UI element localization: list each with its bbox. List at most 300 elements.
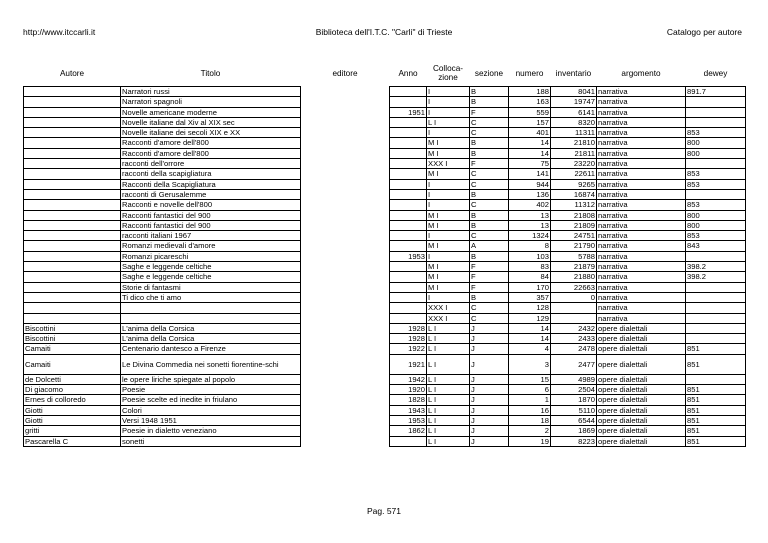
cell-editore [301,282,390,292]
table-row [24,210,746,220]
cell-editore [301,374,390,384]
cell-autore: Camaiti [24,354,121,374]
cell-numero: 83 [509,262,551,272]
cell-inventario: 21809 [551,220,597,230]
cell-anno [390,169,427,179]
cell-anno: 1922 [390,344,427,354]
library-name: Biblioteca dell'I.T.C. "Carli" di Trieste [315,27,453,37]
table-row [24,344,746,354]
cell-argomento: opere dialettali [597,334,686,344]
cell-collocazione: I [427,292,470,302]
cell-argomento: narrativa [597,251,686,261]
catalog-title: Catalogo per autore [666,27,742,37]
cell-anno: 1862 [390,426,427,436]
cell-sezione: F [470,262,509,272]
cell-dewey: 800 [686,148,746,158]
cell-anno [390,200,427,210]
cell-titolo: sonetti [121,436,301,446]
cell-sezione: B [470,138,509,148]
table-row [24,323,746,333]
cell-autore [24,97,121,107]
table-row [24,262,746,272]
cell-titolo: Saghe e leggende celtiche [121,272,301,282]
cell-anno [390,303,427,313]
cell-autore [24,272,121,282]
table-row [24,292,746,302]
cell-sezione: B [470,220,509,230]
cell-editore [301,251,390,261]
cell-dewey: 800 [686,220,746,230]
cell-numero: 3 [509,354,551,374]
cell-sezione: A [470,241,509,251]
cell-collocazione: M I [427,148,470,158]
cell-anno: 1928 [390,334,427,344]
cell-collocazione: L I [427,415,470,425]
cell-sezione: C [470,231,509,241]
cell-numero: 14 [509,334,551,344]
cell-editore [301,323,390,333]
cell-sezione: B [470,87,509,97]
cell-numero: 19 [509,436,551,446]
cell-collocazione: L I [427,405,470,415]
cell-editore [301,426,390,436]
cell-titolo: Colori [121,405,301,415]
table-row [24,303,746,313]
cell-numero: 84 [509,272,551,282]
cell-inventario: 2478 [551,344,597,354]
cell-numero: 14 [509,138,551,148]
col-collocazione: Colloca-zione [432,64,464,82]
cell-titolo: Centenario dantesco a Firenze [121,344,301,354]
table-header-row [24,60,746,87]
cell-editore [301,179,390,189]
cell-anno [390,292,427,302]
cell-numero: 170 [509,282,551,292]
col-editore: editore [332,68,358,78]
cell-editore [301,128,390,138]
cell-dewey: 853 [686,231,746,241]
cell-numero: 188 [509,87,551,97]
col-argomento: argomento [621,68,661,78]
cell-autore [24,262,121,272]
cell-argomento: opere dialettali [597,395,686,405]
cell-editore [301,313,390,323]
cell-dewey [686,313,746,323]
cell-inventario: 23220 [551,159,597,169]
cell-titolo: Racconti e novelle dell'800 [121,200,301,210]
cell-collocazione: L I [427,354,470,374]
table-row [24,272,746,282]
cell-numero: 401 [509,128,551,138]
cell-numero: 14 [509,148,551,158]
cell-autore [24,159,121,169]
cell-sezione: J [470,415,509,425]
cell-argomento: opere dialettali [597,426,686,436]
table-row [24,107,746,117]
cell-sezione: F [470,159,509,169]
cell-sezione: F [470,107,509,117]
cell-autore [24,189,121,199]
cell-titolo [121,313,301,323]
cell-editore [301,210,390,220]
cell-sezione: J [470,385,509,395]
cell-anno: 1928 [390,323,427,333]
cell-inventario: 2477 [551,354,597,374]
cell-argomento: narrativa [597,148,686,158]
table-row [24,426,746,436]
cell-argomento: narrativa [597,272,686,282]
cell-anno: 1921 [390,354,427,374]
cell-sezione: C [470,117,509,127]
cell-argomento: narrativa [597,169,686,179]
cell-anno: 1951 [390,107,427,117]
table-row [24,251,746,261]
table-row [24,354,746,374]
cell-editore [301,159,390,169]
cell-sezione: C [470,200,509,210]
cell-sezione: J [470,395,509,405]
cell-dewey: 851 [686,426,746,436]
table-row [24,395,746,405]
cell-anno [390,262,427,272]
cell-sezione: C [470,303,509,313]
cell-dewey [686,303,746,313]
cell-argomento: narrativa [597,292,686,302]
cell-collocazione: I [427,87,470,97]
table-row [24,97,746,107]
cell-inventario [551,303,597,313]
cell-numero: 1 [509,395,551,405]
cell-argomento: narrativa [597,303,686,313]
table-row [24,334,746,344]
cell-anno [390,241,427,251]
cell-autore: gritti [24,426,121,436]
cell-sezione: J [470,354,509,374]
cell-argomento: narrativa [597,231,686,241]
cell-sezione: C [470,179,509,189]
cell-titolo: Novelle americane moderne [121,107,301,117]
cell-argomento: narrativa [597,159,686,169]
cell-inventario: 22611 [551,169,597,179]
cell-numero: 944 [509,179,551,189]
cell-autore [24,231,121,241]
cell-argomento: narrativa [597,262,686,272]
cell-inventario: 21811 [551,148,597,158]
cell-collocazione: I [427,107,470,117]
cell-collocazione: M I [427,169,470,179]
cell-editore [301,334,390,344]
cell-numero: 4 [509,344,551,354]
cell-titolo: Romanzi medievali d'amore [121,241,301,251]
cell-sezione: J [470,405,509,415]
cell-titolo: Racconti fantastici del 900 [121,220,301,230]
table-row [24,436,746,446]
cell-editore [301,385,390,395]
cell-collocazione: I [427,251,470,261]
cell-titolo: racconti dell'orrore [121,159,301,169]
cell-anno [390,282,427,292]
table-row [24,405,746,415]
cell-dewey: 853 [686,128,746,138]
cell-editore [301,220,390,230]
cell-dewey: 853 [686,179,746,189]
cell-titolo: racconti della scapigliatura [121,169,301,179]
cell-autore: Biscottini [24,334,121,344]
table-row [24,117,746,127]
cell-autore [24,241,121,251]
table-row [24,241,746,251]
cell-dewey: 851 [686,415,746,425]
cell-editore [301,87,390,97]
cell-editore [301,354,390,374]
cell-dewey: 398.2 [686,272,746,282]
cell-anno [390,189,427,199]
cell-sezione: B [470,189,509,199]
cell-autore [24,107,121,117]
cell-anno [390,128,427,138]
cell-sezione: C [470,169,509,179]
cell-inventario: 6544 [551,415,597,425]
cell-collocazione: M I [427,220,470,230]
cell-autore [24,169,121,179]
cell-argomento: narrativa [597,189,686,199]
cell-numero: 14 [509,323,551,333]
table-row [24,200,746,210]
cell-titolo: Le Divina Commedia nei sonetti fiorentine-schi [121,354,301,374]
cell-inventario: 4989 [551,374,597,384]
cell-inventario: 21880 [551,272,597,282]
cell-collocazione: I [427,231,470,241]
cell-inventario: 21810 [551,138,597,148]
cell-argomento: narrativa [597,313,686,323]
cell-collocazione: I [427,179,470,189]
cell-editore [301,97,390,107]
cell-titolo: L'anima della Corsica [121,334,301,344]
col-dewey: dewey [703,68,728,78]
table-row [24,128,746,138]
cell-anno [390,272,427,282]
cell-collocazione: XXX I [427,313,470,323]
cell-inventario: 16874 [551,189,597,199]
cell-dewey [686,159,746,169]
cell-argomento: narrativa [597,210,686,220]
cell-argomento: narrativa [597,282,686,292]
cell-autore [24,313,121,323]
cell-dewey: 851 [686,354,746,374]
cell-dewey [686,374,746,384]
table-row [24,159,746,169]
cell-numero: 1324 [509,231,551,241]
cell-anno [390,210,427,220]
cell-inventario: 2432 [551,323,597,333]
table-row [24,385,746,395]
cell-titolo: Racconti della Scapigliatura [121,179,301,189]
cell-numero: 18 [509,415,551,425]
cell-collocazione: L I [427,323,470,333]
cell-sezione: F [470,272,509,282]
cell-collocazione: I [427,189,470,199]
cell-collocazione: L I [427,374,470,384]
cell-inventario: 22663 [551,282,597,292]
cell-collocazione: L I [427,334,470,344]
cell-autore: Biscottini [24,323,121,333]
cell-argomento: narrativa [597,138,686,148]
cell-dewey: 853 [686,200,746,210]
cell-titolo: racconti italiani 1967 [121,231,301,241]
cell-dewey [686,97,746,107]
cell-inventario: 11312 [551,200,597,210]
cell-sezione: J [470,426,509,436]
cell-inventario: 9265 [551,179,597,189]
cell-dewey: 851 [686,436,746,446]
cell-numero: 75 [509,159,551,169]
cell-collocazione: L I [427,395,470,405]
cell-sezione: J [470,323,509,333]
cell-autore [24,303,121,313]
cell-inventario: 1870 [551,395,597,405]
cell-autore [24,210,121,220]
cell-inventario: 19747 [551,97,597,107]
cell-collocazione: M I [427,282,470,292]
cell-argomento: opere dialettali [597,374,686,384]
cell-anno: 1943 [390,405,427,415]
cell-editore [301,107,390,117]
cell-collocazione: XXX I [427,159,470,169]
cell-argomento: opere dialettali [597,405,686,415]
cell-numero: 559 [509,107,551,117]
cell-inventario: 24751 [551,231,597,241]
cell-editore [301,344,390,354]
cell-editore [301,189,390,199]
cell-titolo: Novelle italiane dal Xiv al XIX sec [121,117,301,127]
cell-anno [390,313,427,323]
cell-numero: 2 [509,426,551,436]
cell-sezione: B [470,210,509,220]
cell-argomento: narrativa [597,117,686,127]
cell-numero: 6 [509,385,551,395]
cell-collocazione: L I [427,426,470,436]
cell-argomento: opere dialettali [597,436,686,446]
cell-editore [301,241,390,251]
cell-anno [390,220,427,230]
cell-editore [301,148,390,158]
cell-numero: 129 [509,313,551,323]
cell-titolo: Racconti fantastici del 900 [121,210,301,220]
cell-numero: 136 [509,189,551,199]
table-row [24,169,746,179]
cell-editore [301,405,390,415]
cell-autore [24,282,121,292]
cell-autore [24,117,121,127]
cell-titolo [121,303,301,313]
cell-titolo: Racconti d'amore dell'800 [121,138,301,148]
cell-titolo: Romanzi picareschi [121,251,301,261]
cell-dewey [686,292,746,302]
cell-argomento: narrativa [597,87,686,97]
table-row [24,179,746,189]
cell-inventario: 5110 [551,405,597,415]
cell-anno: 1953 [390,415,427,425]
cell-editore [301,138,390,148]
table-row [24,282,746,292]
cell-dewey: 800 [686,210,746,220]
cell-collocazione: I [427,200,470,210]
cell-inventario: 5788 [551,251,597,261]
cell-numero: 357 [509,292,551,302]
cell-dewey [686,334,746,344]
cell-anno [390,231,427,241]
cell-autore: Giotti [24,415,121,425]
cell-inventario: 21808 [551,210,597,220]
table-row [24,189,746,199]
cell-numero: 13 [509,210,551,220]
cell-anno: 1942 [390,374,427,384]
table-body [24,87,746,447]
cell-editore [301,117,390,127]
cell-anno: 1828 [390,395,427,405]
cell-collocazione: M I [427,272,470,282]
cell-sezione: J [470,344,509,354]
cell-sezione: B [470,97,509,107]
col-anno: Anno [398,68,418,78]
cell-collocazione: L I [427,344,470,354]
cell-editore [301,303,390,313]
cell-dewey: 891.7 [686,87,746,97]
table-row [24,220,746,230]
cell-inventario: 8041 [551,87,597,97]
table-row [24,138,746,148]
cell-dewey: 851 [686,405,746,415]
col-inventario: inventario [555,68,592,78]
page-number: Pag. 571 [366,506,402,516]
cell-sezione: C [470,313,509,323]
cell-argomento: opere dialettali [597,415,686,425]
table-row [24,87,746,97]
cell-titolo: L'anima della Corsica [121,323,301,333]
cell-inventario: 21879 [551,262,597,272]
cell-dewey: 800 [686,138,746,148]
col-numero: numero [515,68,544,78]
cell-argomento: narrativa [597,179,686,189]
cell-titolo: Poesie [121,385,301,395]
cell-dewey: 843 [686,241,746,251]
cell-anno [390,179,427,189]
cell-dewey: 851 [686,344,746,354]
col-autore: Autore [59,68,85,78]
col-titolo: Titolo [200,68,221,78]
site-url: http://www.itccarli.it [23,27,96,37]
cell-sezione: J [470,334,509,344]
cell-titolo: Novelle italiane dei secoli XIX e XX [121,128,301,138]
cell-dewey [686,282,746,292]
cell-argomento: narrativa [597,128,686,138]
cell-numero: 15 [509,374,551,384]
cell-numero: 13 [509,220,551,230]
cell-inventario: 2504 [551,385,597,395]
cell-sezione: C [470,128,509,138]
cell-anno [390,159,427,169]
cell-collocazione: L I [427,436,470,446]
cell-inventario [551,313,597,323]
cell-autore [24,251,121,261]
cell-autore: Ernes di colloredo [24,395,121,405]
cell-editore [301,262,390,272]
cell-sezione: B [470,148,509,158]
cell-autore [24,292,121,302]
cell-titolo: le opere liriche spiegate al popolo [121,374,301,384]
cell-anno [390,148,427,158]
cell-sezione: B [470,292,509,302]
